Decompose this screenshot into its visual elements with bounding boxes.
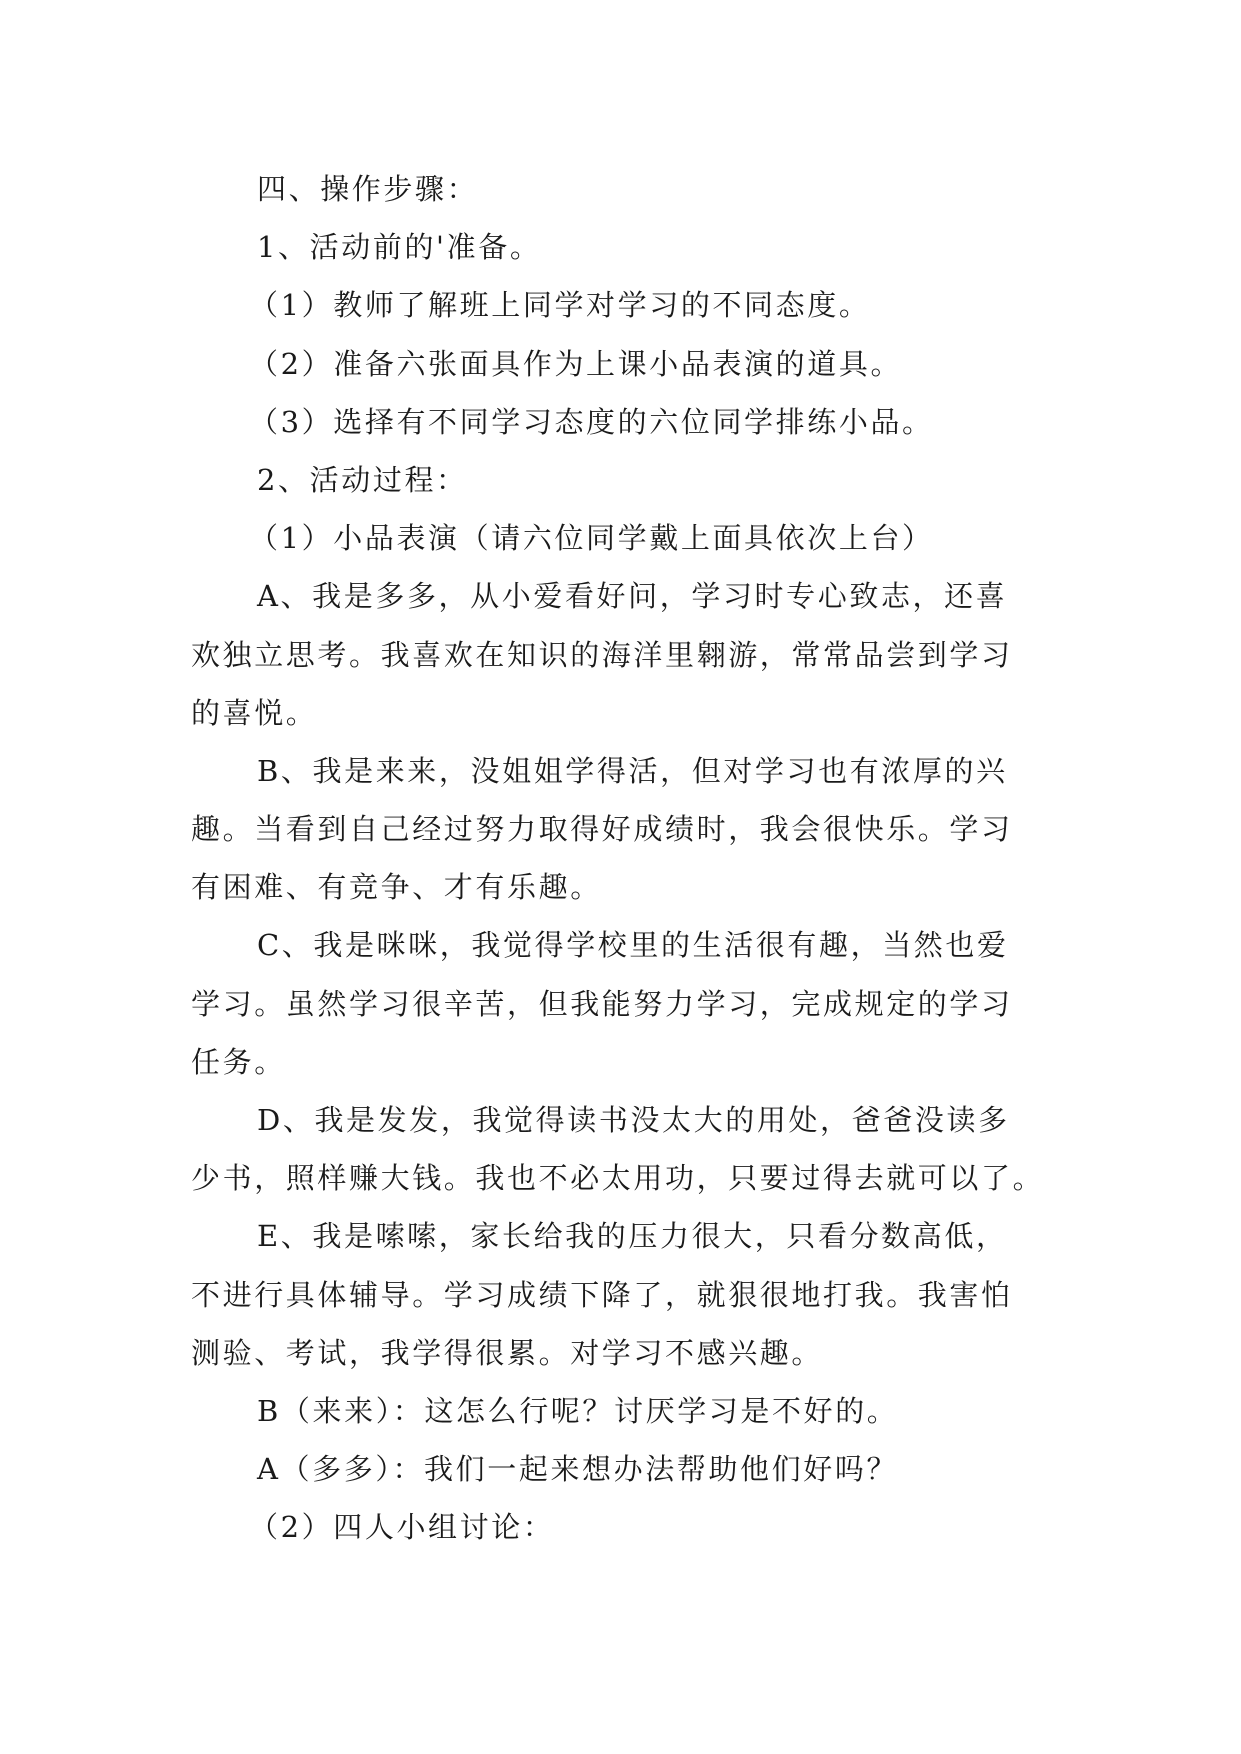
- document-body: [191, 160, 1051, 1557]
- heading-steps: 四、操作步骤：: [257, 172, 479, 206]
- dialog-line: B（来来）：这怎么行呢？讨厌学习是不好的。: [257, 1393, 899, 1428]
- step-2-item: （2）四人小组讨论：: [249, 1510, 555, 1545]
- step-2-heading: 2、活动过程：: [257, 462, 468, 497]
- paragraph-line: 不进行具体辅导。学习成绩下降了，就狠很地打我。我害怕: [191, 1277, 1013, 1312]
- dialog-line: A（多多）：我们一起来想办法帮助他们好吗？: [257, 1452, 899, 1487]
- paragraph-line: C、我是咪咪，我觉得学校里的生活很有趣，当然也爱: [257, 928, 1009, 963]
- step-1-item: （3）选择有不同学习态度的六位同学排练小品。: [249, 404, 934, 439]
- paragraph-line: 欢独立思考。我喜欢在知识的海洋里翱游，常常品尝到学习: [191, 637, 1013, 672]
- step-1-item: （1）教师了解班上同学对学习的不同态度。: [249, 288, 871, 323]
- paragraph-line: 测验、考试，我学得很累。对学习不感兴趣。: [191, 1335, 824, 1370]
- paragraph-line: D、我是发发，我觉得读书没太大的用处，爸爸没读多: [257, 1103, 1010, 1137]
- step-1-item: （2）准备六张面具作为上课小品表演的道具。: [249, 346, 903, 381]
- paragraph-line: A、我是多多，从小爱看好问，学习时专心致志，还喜: [257, 579, 1008, 614]
- step-1-heading: 1、活动前的'准备。: [257, 230, 542, 265]
- paragraph-line: 的喜悦。: [191, 695, 318, 730]
- paragraph-line: 学习。虽然学习很辛苦，但我能努力学习，完成规定的学习: [191, 986, 1013, 1021]
- paragraph-line: 少书，照样赚大钱。我也不必太用功，只要过得去就可以了。: [191, 1161, 1045, 1196]
- paragraph-line: 有困难、有竞争、才有乐趣。: [191, 870, 602, 905]
- step-2-item: （1）小品表演（请六位同学戴上面具依次上台）: [249, 521, 934, 556]
- paragraph-line: 任务。: [191, 1044, 286, 1079]
- paragraph-line: E、我是嗦嗦，家长给我的压力很大，只看分数高低，: [257, 1219, 1008, 1254]
- paragraph-line: 趣。当看到自己经过努力取得好成绩时，我会很快乐。学习: [191, 812, 1013, 847]
- paragraph-line: B、我是来来，没姐姐学得活，但对学习也有浓厚的兴: [257, 753, 1008, 788]
